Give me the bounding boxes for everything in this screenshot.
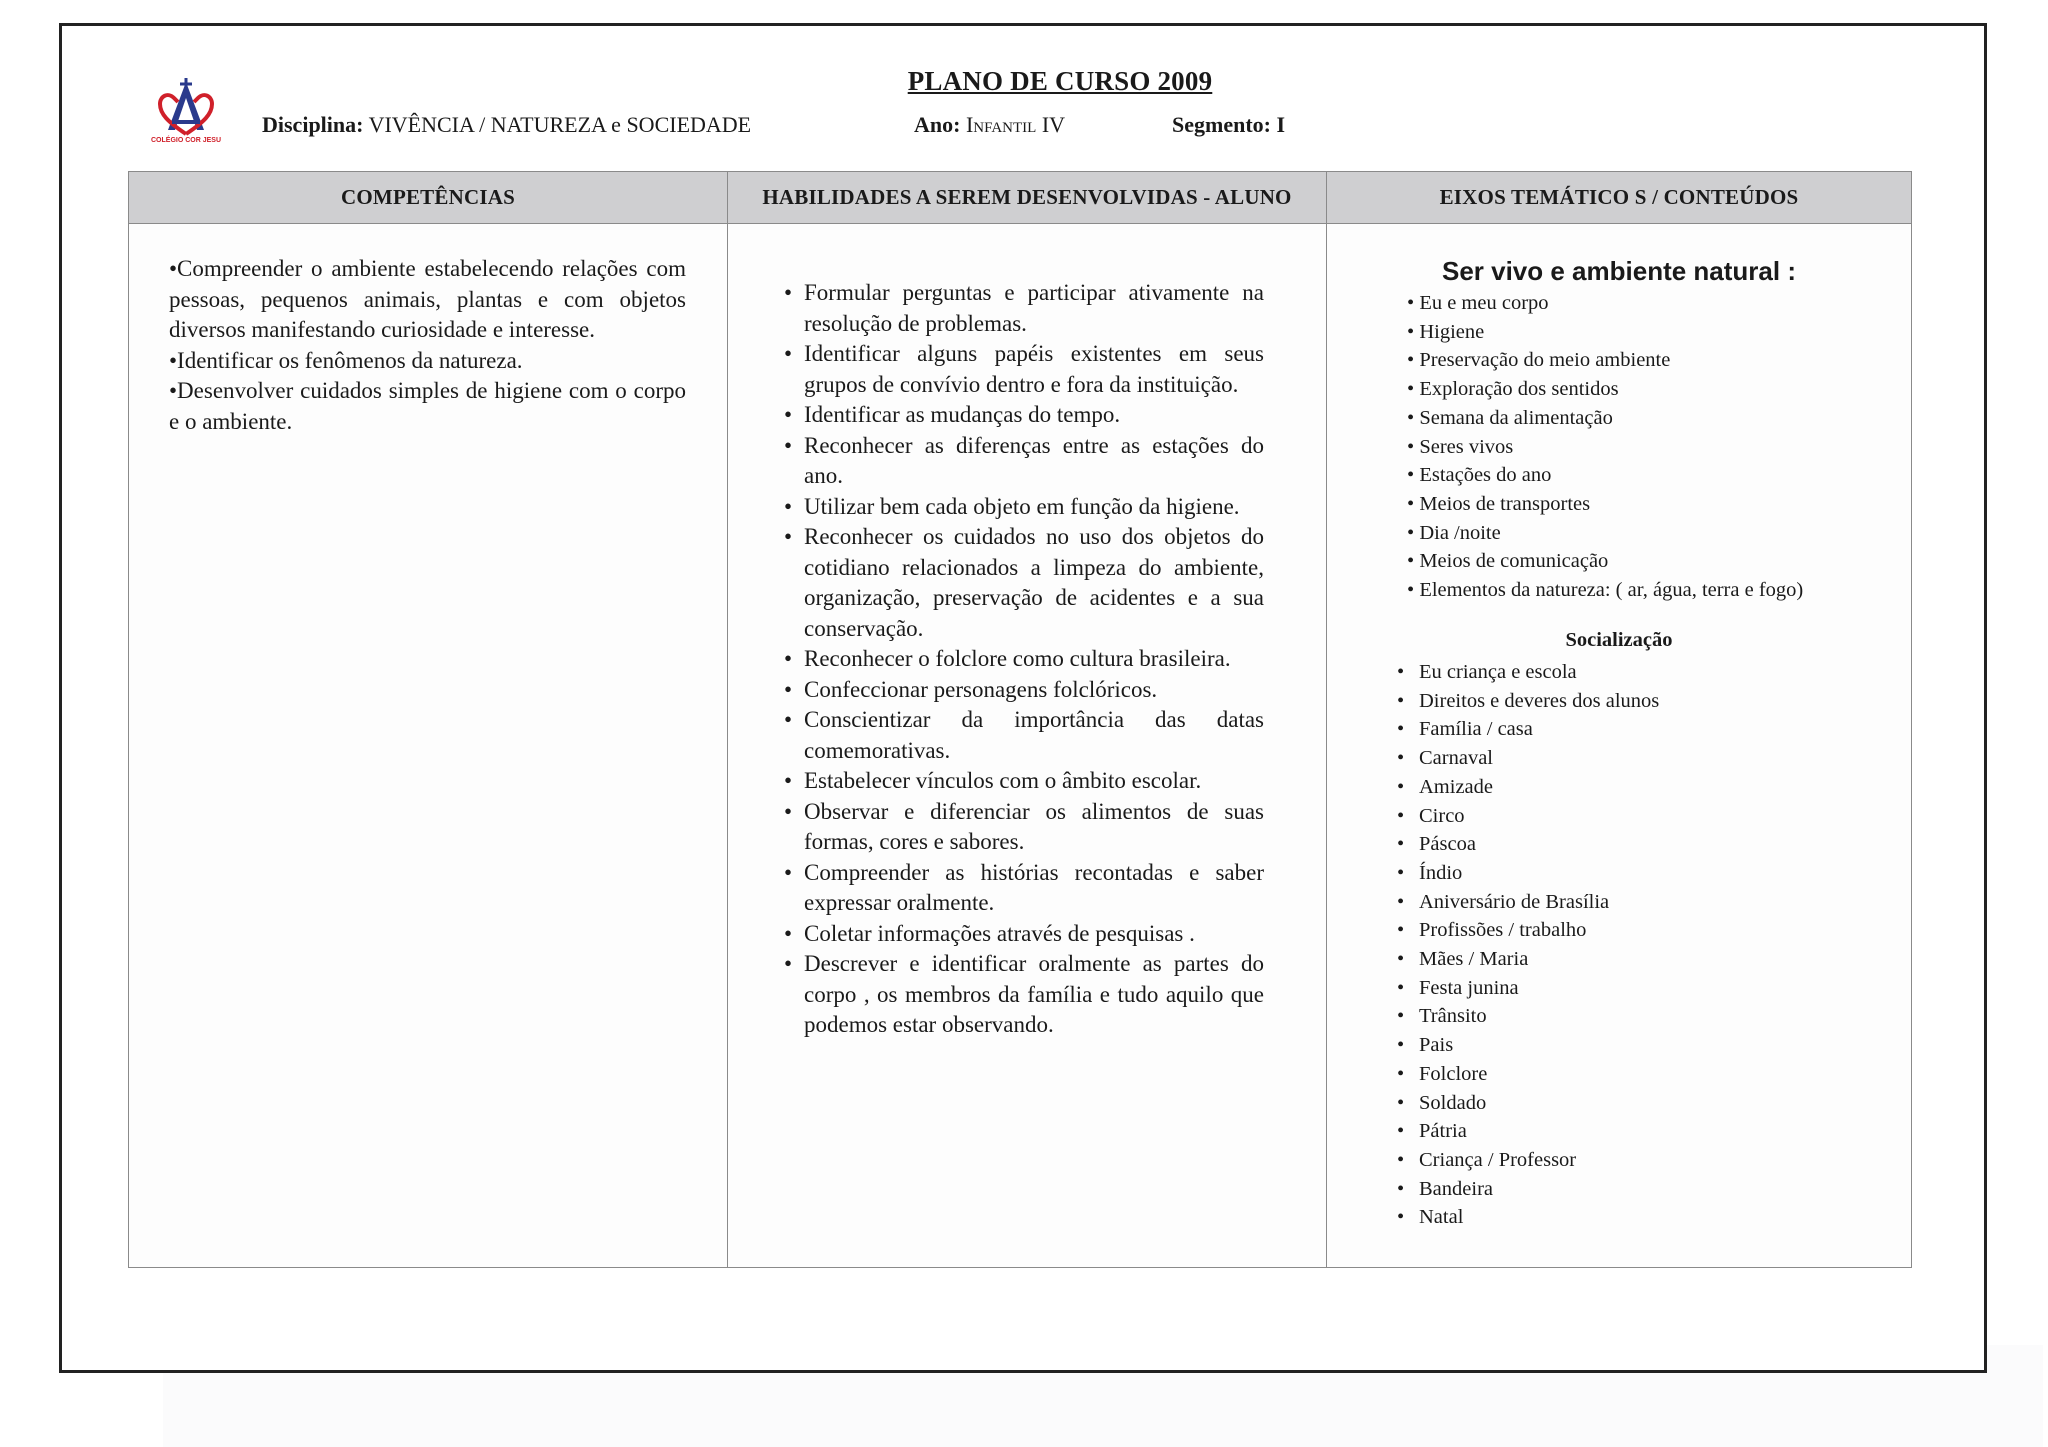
socializacao-item: • Mães / Maria: [1397, 945, 1659, 974]
logo-text: COLÉGIO COR JESU: [150, 137, 222, 144]
habilidade-item: • Identificar alguns papéis existentes em seus grupos de convívio dentro e fora da instituição.: [784, 339, 1264, 400]
competencia-item: •Identificar os fenômenos da natureza.: [169, 347, 523, 373]
school-logo-icon: [150, 76, 222, 152]
competencias-list: [169, 254, 686, 437]
habilidades-cell: [728, 224, 1326, 1267]
ser-vivo-item: • Dia /noite: [1407, 519, 1803, 548]
socializacao-item: • Bandeira: [1397, 1175, 1659, 1204]
socializacao-item: • Trânsito: [1397, 1002, 1659, 1031]
socializacao-item: • Festa junina: [1397, 974, 1659, 1003]
socializacao-item: • Carnaval: [1397, 744, 1659, 773]
eixos-cell: [1327, 224, 1911, 1267]
socializacao-item: • Pátria: [1397, 1117, 1659, 1146]
eixos-column: [1326, 172, 1911, 1267]
habilidade-item: • Conscientizar da importância das datas comemorativas.: [784, 705, 1264, 766]
habilidade-item: • Compreender as histórias recontadas e saber expressar oralmente.: [784, 858, 1264, 919]
column-header-eixos: EIXOS TEMÁTICO S / CONTEÚDOS: [1327, 172, 1911, 224]
socializacao-item: • Profissões / trabalho: [1397, 916, 1659, 945]
socializacao-list: [1397, 658, 1659, 1232]
socializacao-item: • Aniversário de Brasília: [1397, 888, 1659, 917]
ser-vivo-item: • Eu e meu corpo: [1407, 289, 1803, 318]
socializacao-item: • Circo: [1397, 802, 1659, 831]
habilidade-item: • Descrever e identificar oralmente as partes do corpo , os membros da família e tudo aquilo que podemos estar observando.: [784, 949, 1264, 1041]
habilidade-item: • Reconhecer o folclore como cultura brasileira.: [784, 644, 1264, 675]
socializacao-item: • Páscoa: [1397, 830, 1659, 859]
ser-vivo-title: Ser vivo e ambiente natural :: [1441, 256, 1796, 286]
competencia-item: •Compreender o ambiente estabelecendo relações com pessoas, pequenos animais, plantas e com objetos diversos manifestando curiosidade e interesse.: [169, 256, 686, 342]
ser-vivo-item: • Meios de comunicação: [1407, 547, 1803, 576]
socializacao-item: • Amizade: [1397, 773, 1659, 802]
competencias-column: [129, 172, 727, 1267]
socializacao-item: • Eu criança e escola: [1397, 658, 1659, 687]
socializacao-item: • Criança / Professor: [1397, 1146, 1659, 1175]
socializacao-item: • Direitos e deveres dos alunos: [1397, 687, 1659, 716]
column-header-competencias: COMPETÊNCIAS: [129, 172, 727, 224]
ser-vivo-item: • Preservação do meio ambiente: [1407, 346, 1803, 375]
segmento-line: [1172, 112, 1285, 138]
ser-vivo-item: • Higiene: [1407, 318, 1803, 347]
habilidades-column: [727, 172, 1326, 1267]
habilidade-item: • Utilizar bem cada objeto em função da higiene.: [784, 492, 1264, 523]
page-title: PLANO DE CURSO 2009: [907, 66, 1213, 96]
disciplina-line: [262, 112, 751, 138]
plan-table: [128, 171, 1912, 1268]
competencias-cell: [129, 224, 727, 1267]
habilidade-item: • Reconhecer as diferenças entre as estações do ano.: [784, 431, 1264, 492]
competencia-item: •Desenvolver cuidados simples de higiene com o corpo e o ambiente.: [169, 378, 686, 434]
ano-label: Ano:: [914, 112, 961, 137]
habilidade-item: • Reconhecer os cuidados no uso dos objetos do cotidiano relacionados a limpeza do ambiente, organização, preservação de acidentes e a sua conservação.: [784, 522, 1264, 644]
habilidade-item: • Confeccionar personagens folclóricos.: [784, 675, 1264, 706]
ser-vivo-item: • Semana da alimentação: [1407, 404, 1803, 433]
socializacao-item: • Folclore: [1397, 1060, 1659, 1089]
socializacao-title: Socialização: [1565, 629, 1673, 651]
habilidade-item: • Identificar as mudanças do tempo.: [784, 400, 1264, 431]
disciplina-value: VIVÊNCIA / NATUREZA e SOCIEDADE: [368, 112, 752, 137]
ano-value: Infantil IV: [965, 112, 1066, 137]
ser-vivo-item: • Elementos da natureza: ( ar, água, terra e fogo): [1407, 576, 1803, 605]
socializacao-item: • Soldado: [1397, 1089, 1659, 1118]
socializacao-item: • Pais: [1397, 1031, 1659, 1060]
ser-vivo-item: • Meios de transportes: [1407, 490, 1803, 519]
segmento-label: Segmento:: [1172, 112, 1271, 137]
ano-line: [914, 112, 1065, 138]
ser-vivo-list: [1407, 289, 1803, 605]
segmento-value: I: [1276, 112, 1286, 137]
disciplina-label: Disciplina:: [262, 112, 364, 137]
ser-vivo-item: • Seres vivos: [1407, 433, 1803, 462]
socializacao-item: • Índio: [1397, 859, 1659, 888]
column-header-habilidades: HABILIDADES A SEREM DESENVOLVIDAS - ALUNO: [728, 172, 1326, 224]
habilidade-item: • Estabelecer vínculos com o âmbito escolar.: [784, 766, 1264, 797]
ser-vivo-item: • Estações do ano: [1407, 461, 1803, 490]
habilidade-item: • Formular perguntas e participar ativamente na resolução de problemas.: [784, 278, 1264, 339]
habilidades-list: [784, 278, 1264, 1041]
habilidade-item: • Observar e diferenciar os alimentos de suas formas, cores e sabores.: [784, 797, 1264, 858]
socializacao-item: • Natal: [1397, 1203, 1659, 1232]
socializacao-item: • Família / casa: [1397, 715, 1659, 744]
habilidade-item: • Coletar informações através de pesquisas .: [784, 919, 1264, 950]
ser-vivo-item: • Exploração dos sentidos: [1407, 375, 1803, 404]
